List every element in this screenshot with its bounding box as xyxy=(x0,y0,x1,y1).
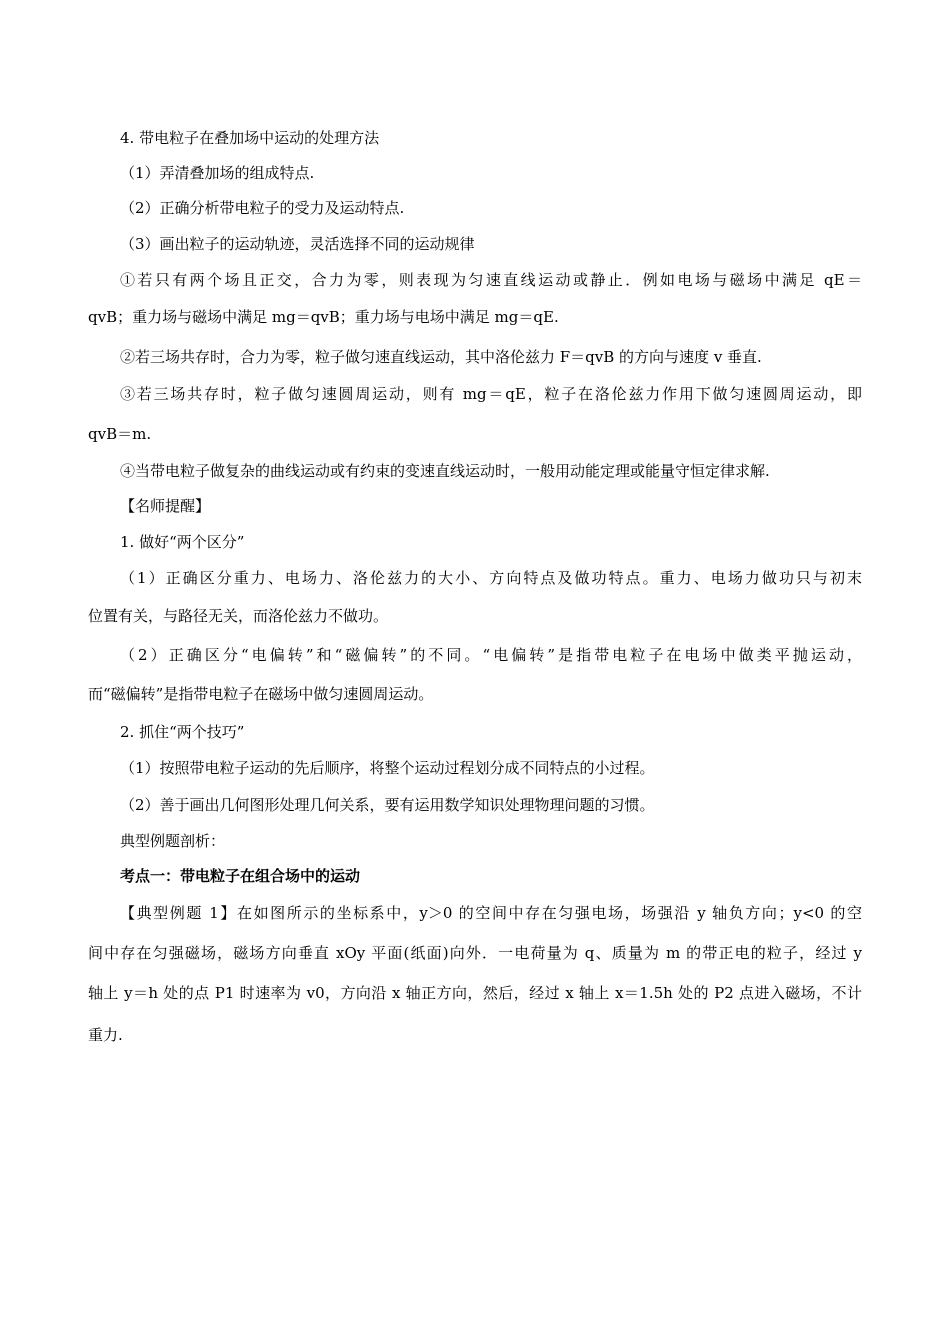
paragraph-line: ④当带电粒子做复杂的曲线运动或有约束的变速直线运动时，一般用动能定理或能量守恒定律求解. xyxy=(120,462,770,480)
list-item: （1）按照带电粒子运动的先后顺序，将整个运动过程划分成不同特点的小过程。 xyxy=(120,759,655,777)
subsection-heading: 典型例题剖析： xyxy=(120,832,226,850)
paragraph-line: ②若三场共存时，合力为零，粒子做匀速直线运动，其中洛伦兹力 F＝qvB 的方向与速度 v 垂直. xyxy=(120,348,762,366)
list-item: （2）善于画出几何图形处理几何关系，要有运用数学知识处理物理问题的习惯。 xyxy=(120,796,655,814)
paragraph-line: 【典型例题 1】在如图所示的坐标系中，y＞0 的空间中存在匀强电场，场强沿 y 轴负方向；y<0 的空 xyxy=(120,904,862,922)
list-item: （1）弄清叠加场的组成特点. xyxy=(120,164,315,182)
subsection-heading: 2. 抓住“两个技巧” xyxy=(120,723,245,741)
callout-heading: 【名师提醒】 xyxy=(120,497,211,515)
list-item: （2）正确分析带电粒子的受力及运动特点. xyxy=(120,199,405,217)
paragraph-line: 重力. xyxy=(88,1026,123,1044)
section-heading: 4. 带电粒子在叠加场中运动的处理方法 xyxy=(120,129,380,147)
paragraph-line: 位置有关，与路径无关，而洛伦兹力不做功。 xyxy=(88,607,389,625)
topic-heading: 考点一：带电粒子在组合场中的运动 xyxy=(120,867,361,885)
paragraph-line: （2）正确区分“电偏转”和“磁偏转”的不同。“电偏转”是指带电粒子在电场中做类平抛运动， xyxy=(120,646,862,664)
paragraph-line: ③若三场共存时，粒子做匀速圆周运动，则有 mg＝qE，粒子在洛伦兹力作用下做匀速圆周运动，即 xyxy=(120,385,862,403)
paragraph-line: （1）正确区分重力、电场力、洛伦兹力的大小、方向特点及做功特点。重力、电场力做功只与初末 xyxy=(120,569,862,587)
paragraph-line: 轴上 y＝h 处的点 P1 时速率为 v0，方向沿 x 轴正方向，然后，经过 x 轴上 x＝1.5h 处的 P2 点进入磁场，不计 xyxy=(88,984,862,1002)
paragraph-line: qvB＝m. xyxy=(88,425,152,443)
paragraph-line: ①若只有两个场且正交，合力为零，则表现为匀速直线运动或静止．例如电场与磁场中满足 qE＝ xyxy=(120,271,862,289)
paragraph-line: 而“磁偏转”是指带电粒子在磁场中做匀速圆周运动。 xyxy=(88,685,434,703)
list-item: （3）画出粒子的运动轨迹，灵活选择不同的运动规律 xyxy=(120,235,475,253)
paragraph-line: qvB；重力场与磁场中满足 mg＝qvB；重力场与电场中满足 mg＝qE. xyxy=(88,308,559,326)
subsection-heading: 1. 做好“两个区分” xyxy=(120,533,245,551)
paragraph-line: 间中存在匀强磁场，磁场方向垂直 xOy 平面(纸面)向外．一电荷量为 q、质量为 m 的带正电的粒子，经过 y xyxy=(88,944,862,962)
